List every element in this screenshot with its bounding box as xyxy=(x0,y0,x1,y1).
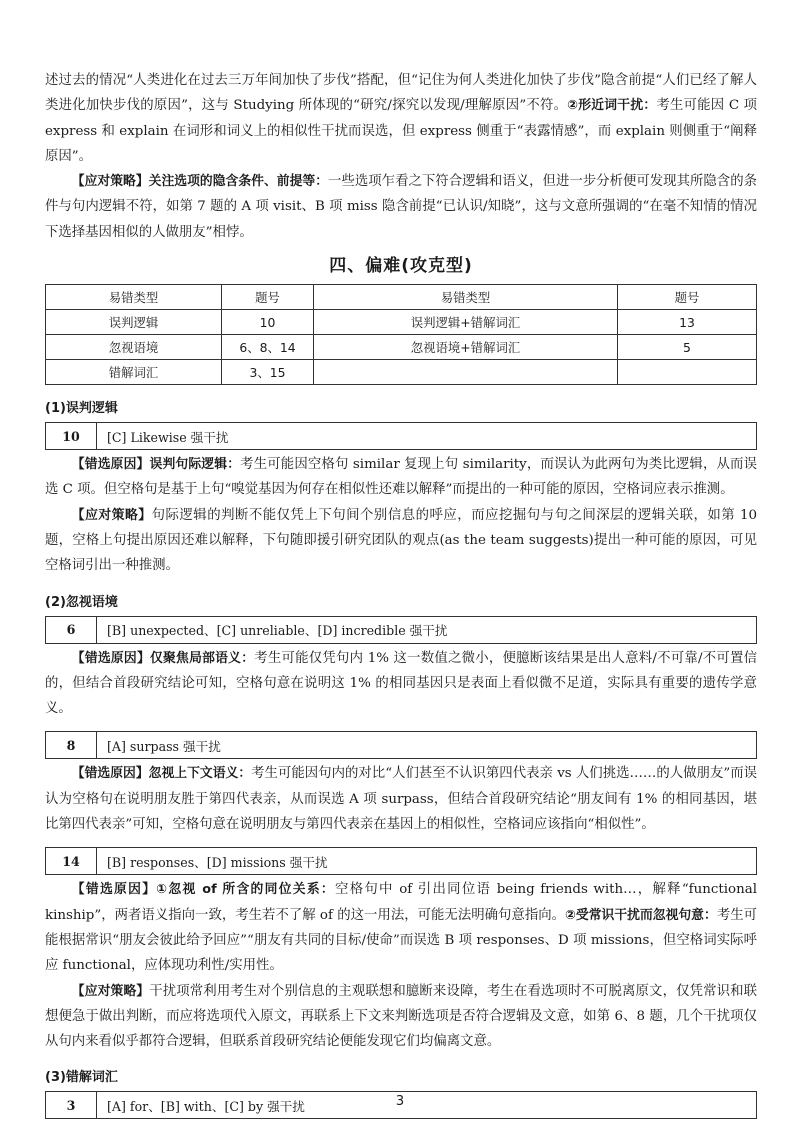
strategy-10: 【应对策略】句际逻辑的判断不能仅凭上下句间个别信息的呼应，而应挖掘句与句之间深层的逻辑关联，如第 10 题，空格上句提出原因还难以解释，下句随即援引研究团队的观点(as the team suggests)提出一种可能的原因，可见空格词引出一种推测。 xyxy=(45,507,757,574)
question-distractors: [A] for、[B] with、[C] by 强干扰 xyxy=(107,1098,305,1114)
section-title: 四、偏难(攻克型) xyxy=(329,256,473,277)
page-number: 3 xyxy=(395,1094,405,1109)
table-row xyxy=(46,310,757,335)
summary-table xyxy=(45,284,757,385)
question-distractors: [C] Likewise 强干扰 xyxy=(107,429,229,445)
error-reason-10: 【错选原因】误判句际逻辑：考生可能因空格句 similar 复现上句 similarity，而误认为此两句为类比逻辑，从而误选 C 项。但空格句是基于上句“嗅觉基因为何存在相似性还难以解释”而提出的一种可能的原因，空格词应表示推测。 xyxy=(45,457,757,498)
table-header-row xyxy=(46,285,757,310)
table-cell: 6、8、14 xyxy=(222,335,314,360)
question-distractors: [B] unexpected、[C] unreliable、[D] incredible 强干扰 xyxy=(107,623,448,639)
question-box-10 xyxy=(45,422,757,450)
table-header: 易错类型 xyxy=(314,285,618,310)
error-reason-8: 【错选原因】忽视上下文语义：考生可能因句内的对比“人们甚至不认识第四代表亲 vs 人们挑选……的人做朋友”而误认为空格句在说明朋友胜于第四代表亲，从而误选 A 项 surpass，但结合首段研究结论“朋友间有 1% 的相同基因，堪比第四代表亲”可知，空格句意在说明朋友与第四代表亲在基因上的相似性，空格词应该指向“相似性”。 xyxy=(45,766,757,833)
question-number: 10 xyxy=(46,423,97,449)
table-header: 题号 xyxy=(618,285,757,310)
table-cell: 13 xyxy=(618,310,757,335)
table-row xyxy=(46,360,757,385)
subsection-title-logic: (1)误判逻辑 xyxy=(45,401,118,417)
table-header: 题号 xyxy=(222,285,314,310)
table-cell: 3、15 xyxy=(222,360,314,385)
table-row xyxy=(46,335,757,360)
table-cell: 误判逻辑+错解词汇 xyxy=(314,310,618,335)
subsection-title-vocab: (3)错解词汇 xyxy=(45,1070,118,1086)
table-cell: 误判逻辑 xyxy=(46,310,222,335)
intro-paragraph: 述过去的情况“人类进化在过去三万年间加快了步伐”搭配，但“记住为何人类进化加快了步伐”隐含前提“人们已经了解人类进化加快步伐的原因”，这与 Studying 所体现的“研究/探究以发现/理解原因”不符。②形近词干扰：考生可能因 C 项 express 和 explain 在词形和词义上的相似性干扰而误选，但 express 侧重于“表露情感”，而 explain 则侧重于“阐释原因”。 xyxy=(45,73,757,164)
table-cell: 10 xyxy=(222,310,314,335)
question-number: 3 xyxy=(46,1092,97,1118)
table-header: 易错类型 xyxy=(46,285,222,310)
intro-strategy: 【应对策略】关注选项的隐含条件、前提等：一些选项乍看之下符合逻辑和语义，但进一步分析便可发现其所隐含的条件与句内逻辑不符，如第 7 题的 A 项 visit、B 项 miss 隐含前提“已认识/知晓”，这与文意所强调的“在毫不知情的情况下选择基因相似的人做朋友”相悖。 xyxy=(45,174,758,240)
question-number: 6 xyxy=(46,617,97,643)
table-cell xyxy=(618,360,757,385)
question-number: 8 xyxy=(46,732,97,758)
question-box-6 xyxy=(45,616,757,644)
table-cell: 错解词汇 xyxy=(46,360,222,385)
table-cell: 5 xyxy=(618,335,757,360)
question-distractors: [A] surpass 强干扰 xyxy=(107,738,221,754)
table-cell: 忽视语境+错解词汇 xyxy=(314,335,618,360)
question-distractors: [B] responses、[D] missions 强干扰 xyxy=(107,854,328,870)
page-content xyxy=(45,68,757,1121)
question-box-14 xyxy=(45,847,757,875)
error-reason-6: 【错选原因】仅聚焦局部语义：考生可能仅凭句内 1% 这一数值之微小，便臆断该结果是出人意料/不可靠/不可置信的，但结合首段研究结论可知，空格句意在说明这 1% 的相同基因只是表面上看似微不足道，实际具有重要的遗传学意义。 xyxy=(45,650,758,717)
table-cell: 忽视语境 xyxy=(46,335,222,360)
question-number: 14 xyxy=(46,848,97,874)
question-box-8 xyxy=(45,731,757,759)
subsection-title-context: (2)忽视语境 xyxy=(45,594,118,610)
strategy-context: 【应对策略】干扰项常利用考生对个别信息的主观联想和臆断来设障，考生在看选项时不可脱离原文，仅凭常识和联想便急于做出判断，而应将选项代入原文，再联系上下文来判断选项是否符合逻辑及文意，如第 6、8 题，几个干扰项仅从句内来看似乎都符合逻辑，但联系首段研究结论便能发现它们均偏离文意。 xyxy=(45,983,757,1050)
table-cell xyxy=(314,360,618,385)
error-reason-14: 【错选原因】①忽视 of 所含的同位关系：空格句中 of 引出同位语 being friends with…，解释“functional kinship”，两者语义指向一致，考生若不了解 of 的这一用法，可能无法明确句意指向。②受常识干扰而忽视句意：考生可能根据常识“朋友会彼此给予回应”“朋友有共同的目标/使命”而误选 B 项 responses、D 项 missions，但空格词实际呼应 functional，应体现功利性/实用性。 xyxy=(45,882,758,974)
